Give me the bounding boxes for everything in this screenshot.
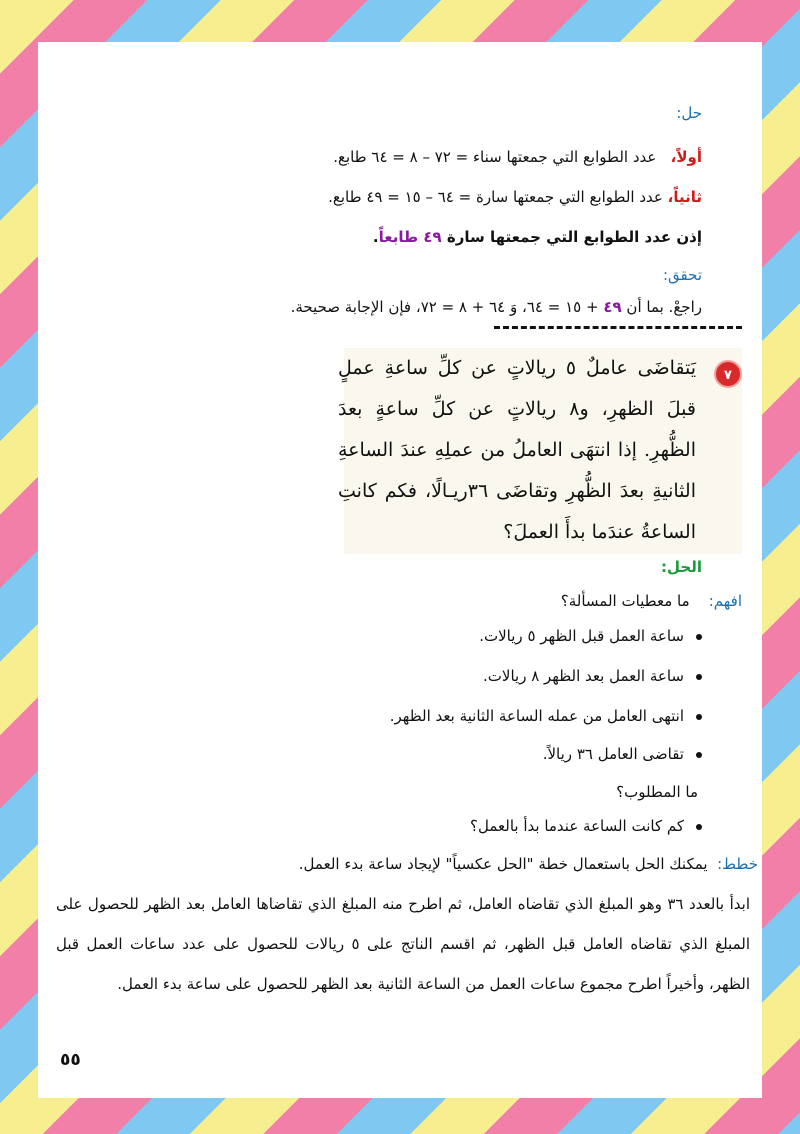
- dashed-separator: [494, 326, 742, 329]
- plan-paragraph: ابدأ بالعدد ٣٦ وهو المبلغ الذي تقاضاه العامل، ثم اطرح منه المبلغ الذي تقاضاها العامل بعد الظهر للحصول على المبلغ الذي تقاضاه العامل قبل الظهر، ثم اقسم الناتج على ٥ ريالات للحصول على عدد ساعات العمل قبل الظهر، وأخيراً اطرح مجموع ساعات العمل من الساعة الثانية بعد الظهر للحصول على ساعة بدء العمل.: [56, 895, 750, 993]
- bullet-icon: [696, 634, 702, 640]
- step-second: [68, 188, 702, 206]
- plan-row: [68, 855, 758, 873]
- second-text: عدد الطوابع التي جمعتها سارة = ٦٤ – ١٥ = ٤٩ طابع.: [328, 188, 663, 206]
- problem-text: يَتقاضَى عاملٌ ٥ ريالاتٍ عن كلِّ ساعةِ عملٍ قبلَ الظهرِ، و٨ ريالاتٍ عن كلِّ ساعةٍ بعدَ الظُّهرِ. إذا انتهَى العاملُ من عملِهِ عندَ الساعةِ الثانيةِ بعدَ الظُّهرِ وتقاضَى ٣٦ريـالًا، فكم كانتِ الساعةُ عندَما بدأَ العملَ؟: [338, 357, 696, 543]
- list-item: ساعة العمل بعد الظهر ٨ ريالات.: [68, 667, 702, 685]
- understand-label: افهم:: [708, 592, 742, 610]
- first-text: عدد الطوابع التي جمعتها سناء = ٧٢ – ٨ = ٦٤ طابع.: [333, 148, 657, 166]
- list-item: كم كانت الساعة عندما بدأ بالعمل؟: [68, 817, 702, 835]
- understand-row: [68, 592, 742, 610]
- step-first: [68, 148, 702, 166]
- problem-box: [338, 348, 742, 554]
- givens-question: ما معطيات المسألة؟: [560, 592, 690, 610]
- bullet-icon: [696, 752, 702, 758]
- bullet-icon: [696, 824, 702, 830]
- first-label: أولاً،: [670, 148, 702, 166]
- solution-heading: حل:: [676, 104, 702, 122]
- required-question: ما المطلوب؟: [616, 783, 698, 801]
- solution2-heading: الحل:: [661, 558, 702, 576]
- plan-text: يمكنك الحل باستعمال خطة "الحل عكسياً" لإيجاد ساعة بدء العمل.: [298, 855, 708, 873]
- conclusion-value: ٤٩ طابعاً: [378, 228, 442, 246]
- bullet-icon: [696, 714, 702, 720]
- textbook-page: [38, 42, 762, 1098]
- second-label: ثانياً،: [667, 188, 702, 206]
- list-item: ساعة العمل قبل الظهر ٥ ريالات.: [68, 627, 702, 645]
- list-item: انتهى العامل من عمله الساعة الثانية بعد الظهر.: [68, 707, 702, 725]
- bullet-icon: [696, 674, 702, 680]
- page-number: ٥٥: [60, 1050, 81, 1070]
- check-value: ٤٩: [603, 298, 622, 316]
- conclusion: إذن عدد الطوابع التي جمعتها سارة ٤٩ طابعاً.: [372, 228, 702, 246]
- problem-number-badge: ٧: [714, 360, 742, 388]
- plan-label: خطط:: [717, 855, 758, 873]
- check-heading: تحقق:: [662, 266, 702, 284]
- check-text: راجعْ. بما أن ٤٩ + ١٥ = ٦٤، وَ ٦٤ + ٨ = ٧٢، فإن الإجابة صحيحة.: [290, 298, 702, 316]
- list-item: تقاضى العامل ٣٦ ريالاً.: [68, 745, 702, 763]
